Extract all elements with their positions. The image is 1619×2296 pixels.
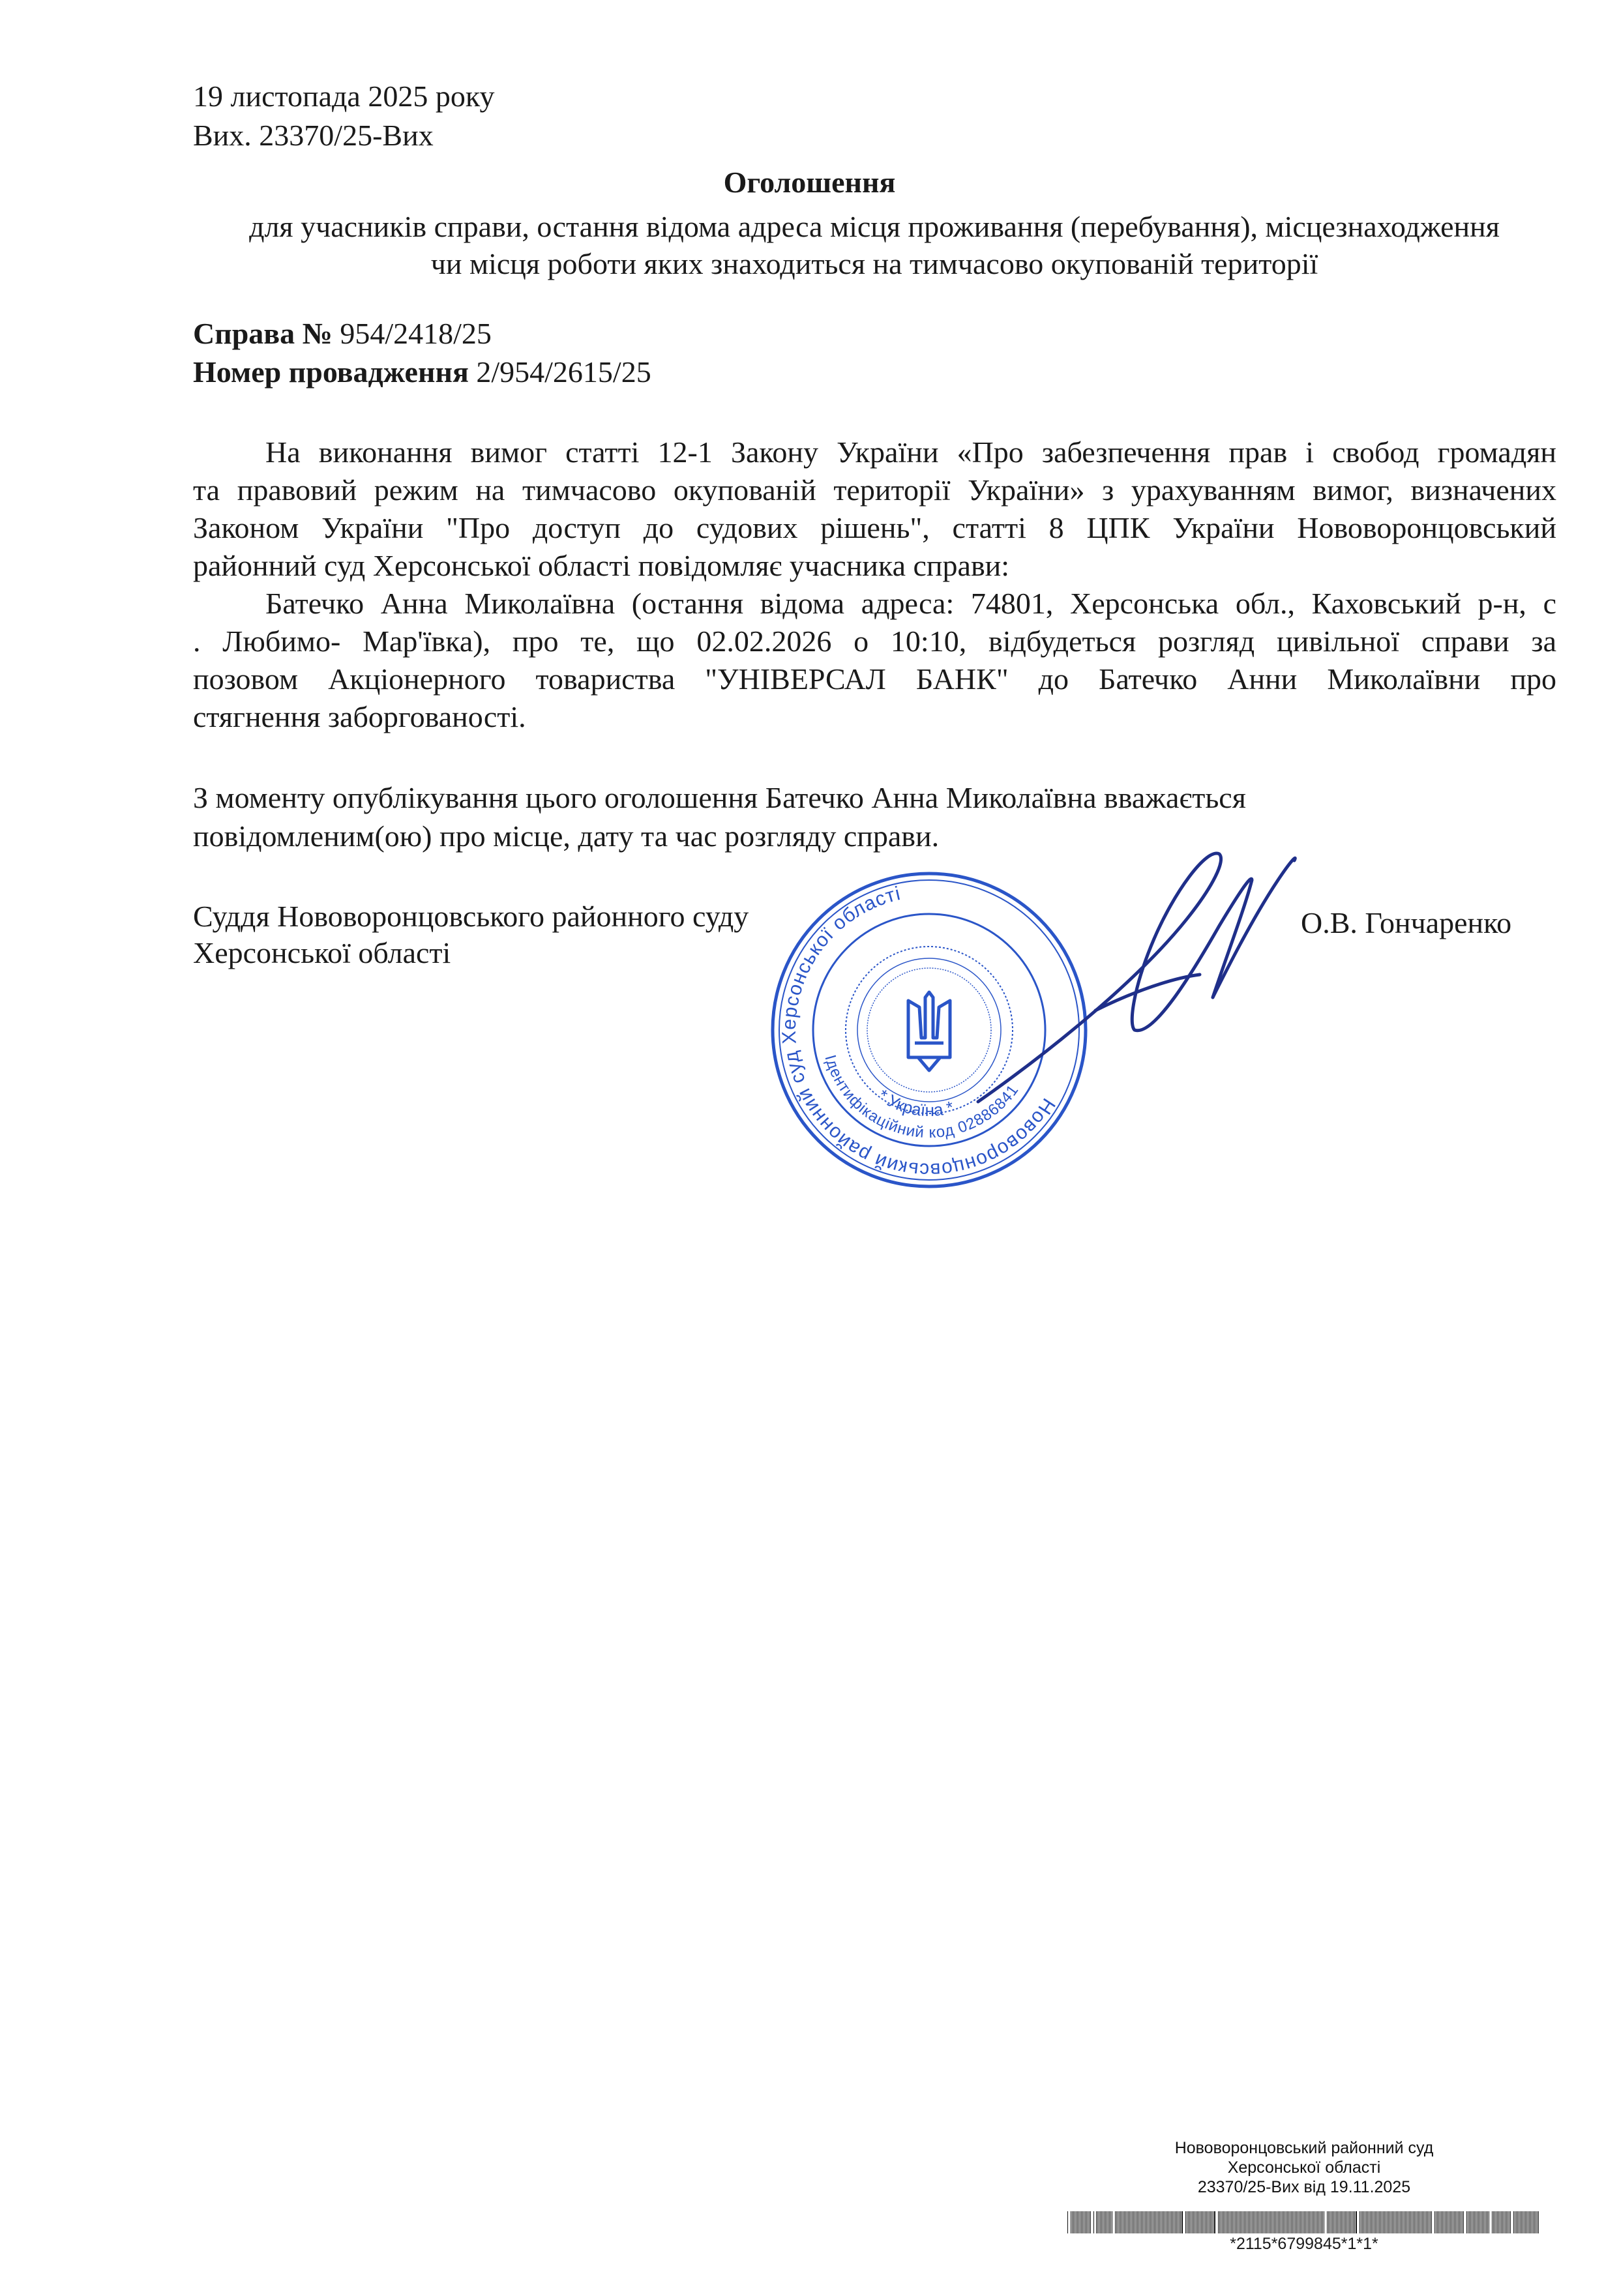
barcode-bar: [1414, 2211, 1415, 2233]
proceeding-number: 2/954/2615/25: [476, 355, 651, 389]
registry-region: Херсонської області: [1227, 2158, 1381, 2177]
barcode-bar: [1219, 2211, 1220, 2233]
barcode-bar: [1235, 2211, 1236, 2233]
body-p1-line2: та правовий режим на тимчасово окупованій території України» з урахуванням вимог, визначених: [193, 473, 1556, 507]
barcode-bar: [1206, 2211, 1207, 2233]
barcode-bar: [1478, 2211, 1479, 2233]
barcode-bar: [1362, 2211, 1363, 2233]
barcode-bar: [1462, 2211, 1463, 2233]
barcode-bar: [1304, 2211, 1305, 2233]
barcode-bar: [1232, 2211, 1233, 2233]
barcode-bar: [1413, 2211, 1414, 2233]
barcode-bar: [1517, 2211, 1518, 2233]
document-date: 19 листопада 2025 року: [193, 80, 495, 113]
barcode-bar: [1209, 2211, 1210, 2233]
barcode-bar: [1146, 2211, 1147, 2233]
barcode-bar: [1434, 2211, 1435, 2233]
barcode-bar: [1459, 2211, 1460, 2233]
barcode-bar: [1258, 2211, 1259, 2233]
barcode-bar: [1124, 2211, 1125, 2233]
barcode-bar: [1188, 2211, 1189, 2233]
barcode-bar: [1299, 2211, 1300, 2233]
proceeding-label: Номер провадження: [193, 355, 469, 389]
body-p3-line1: З моменту опублікування цього оголошення Батечко Анна Миколаївна вважається: [193, 781, 1246, 814]
barcode-bar: [1370, 2211, 1371, 2233]
barcode-bar: [1210, 2211, 1211, 2233]
barcode-bar: [1162, 2211, 1163, 2233]
registry-stamp: [1069, 2138, 1539, 2197]
barcode-bar: [1506, 2211, 1507, 2233]
body-p3-line2: повідомленим(ою) про місце, дату та час розгляду справи.: [193, 819, 940, 853]
barcode-bar: [1300, 2211, 1301, 2233]
barcode-bar: [1426, 2211, 1427, 2233]
barcode-bar: [1336, 2211, 1337, 2233]
barcode-bar: [1538, 2211, 1539, 2233]
barcode-bar: [1350, 2211, 1351, 2233]
judge-signature: [965, 841, 1304, 1115]
barcode-bar: [1389, 2211, 1390, 2233]
outgoing-number: Вих. 23370/25-Вих: [193, 119, 434, 152]
barcode-bar: [1530, 2211, 1531, 2233]
barcode-bar: [1110, 2211, 1111, 2233]
barcode-bar: [1417, 2211, 1418, 2233]
barcode-bar: [1366, 2211, 1367, 2233]
barcode-bar: [1371, 2211, 1372, 2233]
barcode-bar: [1473, 2211, 1474, 2233]
barcode-bar: [1327, 2211, 1328, 2233]
signature-position-line2: Херсонської області: [193, 936, 451, 969]
document-subtitle-line2: чи місця роботи яких знаходиться на тимчасово окупованій території: [430, 247, 1318, 280]
barcode-bar: [1516, 2211, 1517, 2233]
barcode-bar: [1109, 2211, 1110, 2233]
barcode-bar: [1419, 2211, 1420, 2233]
barcode-bar: [1438, 2211, 1439, 2233]
barcode-bar: [1275, 2211, 1276, 2233]
barcode-bar: [1418, 2211, 1419, 2233]
barcode-bar: [1115, 2211, 1116, 2233]
barcode-bar: [1497, 2211, 1498, 2233]
stamp-inner-text: Ідентифікаційний код 02886841: [821, 1053, 1022, 1142]
barcode-bar: [1510, 2211, 1511, 2233]
barcode-bar: [1244, 2211, 1245, 2233]
barcode-bar: [1279, 2211, 1280, 2233]
barcode-bar: [1502, 2211, 1503, 2233]
barcode-bar: [1167, 2211, 1168, 2233]
barcode-bar: [1529, 2211, 1530, 2233]
barcode-bar: [1446, 2211, 1447, 2233]
barcode-bar: [1096, 2211, 1097, 2233]
barcode-bar: [1291, 2211, 1292, 2233]
barcode-bar: [1312, 2211, 1313, 2233]
barcode-bar: [1313, 2211, 1314, 2233]
barcode-bar: [1363, 2211, 1364, 2233]
proceeding-number-line: [193, 354, 651, 390]
barcode-bar: [1409, 2211, 1410, 2233]
barcode-bar: [1525, 2211, 1526, 2233]
barcode-bar: [1086, 2211, 1087, 2233]
barcode-bar: [1261, 2211, 1262, 2233]
barcode-bar: [1393, 2211, 1394, 2233]
barcode-bar: [1487, 2211, 1488, 2233]
body-p1-line1: На виконання вимог статті 12-1 Закону України «Про забезпечення прав і свобод громадян: [265, 435, 1556, 469]
barcode-bar: [1274, 2211, 1275, 2233]
barcode-bar: [1222, 2211, 1223, 2233]
barcode-bar: [1097, 2211, 1098, 2233]
document-heading: Оголошення: [723, 166, 896, 199]
barcode-bar: [1463, 2211, 1464, 2233]
barcode-bar: [1431, 2211, 1432, 2233]
barcode-bar: [1296, 2211, 1297, 2233]
barcode-bar: [1333, 2211, 1334, 2233]
barcode-bar: [1125, 2211, 1126, 2233]
barcode-bar: [1081, 2211, 1082, 2233]
barcode-bar: [1451, 2211, 1452, 2233]
barcode-bar: [1078, 2211, 1079, 2233]
barcode-bar: [1288, 2211, 1289, 2233]
barcode-bar: [1249, 2211, 1250, 2233]
barcode-bar: [1340, 2211, 1341, 2233]
barcode-bar: [1192, 2211, 1193, 2233]
barcode-bar: [1332, 2211, 1333, 2233]
signature-position-line1: Суддя Нововоронцовського районного суду: [193, 900, 749, 933]
barcode-bar: [1155, 2211, 1156, 2233]
barcode-bar: [1388, 2211, 1389, 2233]
barcode-bar: [1474, 2211, 1475, 2233]
barcode-bar: [1354, 2211, 1355, 2233]
barcode-bar: [1501, 2211, 1502, 2233]
barcode-bar: [1072, 2211, 1073, 2233]
barcode-bar: [1397, 2211, 1398, 2233]
barcode-bar: [1163, 2211, 1164, 2233]
barcode-bar: [1470, 2211, 1471, 2233]
barcode-bar: [1145, 2211, 1146, 2233]
barcode-bar: [1223, 2211, 1224, 2233]
barcode-bar: [1121, 2211, 1122, 2233]
case-label: Справа №: [193, 317, 333, 350]
barcode-bar: [1317, 2211, 1318, 2233]
barcode-bar: [1341, 2211, 1342, 2233]
barcode-bar: [1176, 2211, 1177, 2233]
barcode-bar: [1387, 2211, 1388, 2233]
registry-court-name: Нововоронцовський районний суд: [1174, 2139, 1434, 2157]
barcode-bar: [1328, 2211, 1329, 2233]
barcode-bar: [1494, 2211, 1495, 2233]
barcode-bar: [1248, 2211, 1249, 2233]
barcode-bar: [1076, 2211, 1077, 2233]
stamp-bottom-text: * Україна *: [874, 1085, 956, 1120]
barcode-bar: [1159, 2211, 1160, 2233]
barcode-bar: [1265, 2211, 1266, 2233]
barcode-bar: [1175, 2211, 1176, 2233]
barcode-bar: [1180, 2211, 1181, 2233]
barcode-bar: [1168, 2211, 1169, 2233]
barcode-bar: [1450, 2211, 1451, 2233]
barcode-bar: [1266, 2211, 1267, 2233]
barcode-bar: [1089, 2211, 1090, 2233]
barcode-bar: [1329, 2211, 1330, 2233]
barcode-bar: [1141, 2211, 1142, 2233]
barcode-bar: [1445, 2211, 1446, 2233]
barcode-bar: [1198, 2211, 1199, 2233]
barcode-bar: [1437, 2211, 1438, 2233]
barcode-bar: [1077, 2211, 1078, 2233]
barcode-bar: [1349, 2211, 1350, 2233]
barcode-bar: [1240, 2211, 1241, 2233]
barcode-bar: [1211, 2211, 1212, 2233]
barcode-bar: [1257, 2211, 1258, 2233]
barcode-bar: [1090, 2211, 1091, 2233]
barcode-bar: [1104, 2211, 1105, 2233]
barcode-bar: [1337, 2211, 1338, 2233]
barcode-bar: [1486, 2211, 1487, 2233]
barcode-bar: [1116, 2211, 1117, 2233]
barcode-bar: [1526, 2211, 1527, 2233]
barcode-bar: [1142, 2211, 1143, 2233]
barcode-bar: [1295, 2211, 1296, 2233]
barcode-bar: [1239, 2211, 1240, 2233]
barcode-bar: [1359, 2211, 1360, 2233]
barcode-bar: [1466, 2211, 1467, 2233]
barcode-bar: [1197, 2211, 1198, 2233]
body-p2-line4: стягнення заборгованості.: [193, 700, 526, 733]
barcode-bar: [1282, 2211, 1283, 2233]
barcode-bar: [1119, 2211, 1120, 2233]
barcode-bar: [1082, 2211, 1083, 2233]
barcode-bar: [1149, 2211, 1150, 2233]
body-p1-line3: Законом України "Про доступ до судових рішень", статті 8 ЦПК України Нововоронцовський: [193, 511, 1556, 544]
barcode-bar: [1271, 2211, 1272, 2233]
barcode-bar: [1179, 2211, 1180, 2233]
barcode-bar: [1493, 2211, 1494, 2233]
barcode-bar: [1521, 2211, 1522, 2233]
barcode-bar: [1379, 2211, 1380, 2233]
barcode-bar: [1458, 2211, 1459, 2233]
barcode-bar: [1301, 2211, 1302, 2233]
barcode-bar: [1321, 2211, 1322, 2233]
barcode-bar: [1427, 2211, 1428, 2233]
barcode-bar: [1067, 2211, 1068, 2233]
barcode-bar: [1236, 2211, 1237, 2233]
barcode-bar: [1308, 2211, 1309, 2233]
barcode-bar: [1283, 2211, 1284, 2233]
barcode-bar: [1214, 2211, 1215, 2233]
barcode-bar: [1262, 2211, 1263, 2233]
barcode-bar: [1383, 2211, 1384, 2233]
barcode-bar: [1193, 2211, 1194, 2233]
barcode-bar: [1205, 2211, 1206, 2233]
judge-name: О.В. Гончаренко: [1301, 906, 1512, 939]
barcode-bar: [1201, 2211, 1202, 2233]
barcode-bar: [1441, 2211, 1442, 2233]
barcode-bar: [1305, 2211, 1306, 2233]
barcode-bar: [1384, 2211, 1385, 2233]
barcode-bar: [1138, 2211, 1139, 2233]
barcode-bar: [1483, 2211, 1484, 2233]
barcode-bar: [1505, 2211, 1506, 2233]
barcode-bar: [1150, 2211, 1151, 2233]
barcode-bar: [1133, 2211, 1134, 2233]
barcode: [1066, 2211, 1542, 2233]
barcode-bar: [1498, 2211, 1499, 2233]
barcode-bar: [1128, 2211, 1129, 2233]
barcode-bar: [1292, 2211, 1293, 2233]
barcode-bar: [1380, 2211, 1381, 2233]
barcode-bar: [1105, 2211, 1106, 2233]
barcode-bar: [1410, 2211, 1411, 2233]
barcode-bar: [1158, 2211, 1159, 2233]
barcode-bar: [1073, 2211, 1074, 2233]
case-number: 954/2418/25: [340, 317, 492, 350]
barcode-bar: [1423, 2211, 1424, 2233]
barcode-bar: [1522, 2211, 1523, 2233]
barcode-bar: [1482, 2211, 1483, 2233]
barcode-bar: [1309, 2211, 1310, 2233]
barcode-bar: [1353, 2211, 1354, 2233]
barcode-bar: [1513, 2211, 1514, 2233]
body-p2-line3: позовом Акціонерного товариства "УНІВЕРСАЛ БАНК" до Батечко Анни Миколаївни про: [193, 662, 1556, 696]
barcode-bar: [1085, 2211, 1086, 2233]
barcode-bar: [1129, 2211, 1130, 2233]
body-p1-line4: районний суд Херсонської області повідомляє учасника справи:: [193, 549, 1010, 582]
barcode-bar: [1533, 2211, 1534, 2233]
barcode-bar: [1270, 2211, 1271, 2233]
barcode-bar: [1479, 2211, 1480, 2233]
barcode-bar: [1287, 2211, 1288, 2233]
barcode-bar: [1346, 2211, 1347, 2233]
barcode-bar: [1100, 2211, 1101, 2233]
barcode-bar: [1252, 2211, 1253, 2233]
barcode-text: *2115*6799845*1*1*: [1230, 2235, 1378, 2253]
barcode-bar: [1278, 2211, 1279, 2233]
barcode-bar: [1171, 2211, 1172, 2233]
barcode-bar: [1422, 2211, 1423, 2233]
barcode-bar: [1376, 2211, 1377, 2233]
document-subtitle-line1: для учасників справи, остання відома адреса місця проживання (перебування), місцезнаходження: [249, 210, 1500, 243]
barcode-bar: [1469, 2211, 1470, 2233]
barcode-bar: [1454, 2211, 1455, 2233]
barcode-bar: [1189, 2211, 1190, 2233]
barcode-bar: [1245, 2211, 1246, 2233]
barcode-bar: [1455, 2211, 1456, 2233]
barcode-bar: [1442, 2211, 1443, 2233]
stamp-outer-text: Нововоронцовський районний суд Херсонської області: [778, 882, 1060, 1181]
barcode-bar: [1534, 2211, 1535, 2233]
barcode-bar: [1269, 2211, 1270, 2233]
barcode-bar: [1185, 2211, 1186, 2233]
barcode-bar: [1172, 2211, 1173, 2233]
barcode-bar: [1151, 2211, 1152, 2233]
barcode-bar: [1120, 2211, 1121, 2233]
barcode-bar: [1137, 2211, 1138, 2233]
barcode-bar: [1401, 2211, 1402, 2233]
barcode-bar: [1132, 2211, 1133, 2233]
barcode-bar: [1392, 2211, 1393, 2233]
barcode-bar: [1520, 2211, 1521, 2233]
barcode-bar: [1218, 2211, 1219, 2233]
body-p2-line2: . Любимо- Мар'ївка), про те, що 02.02.2026 о 10:10, відбудеться розгляд цивільної справи за: [193, 625, 1556, 658]
barcode-bar: [1181, 2211, 1183, 2233]
barcode-bar: [1345, 2211, 1346, 2233]
barcode-bar: [1400, 2211, 1401, 2233]
barcode-bar: [1202, 2211, 1203, 2233]
barcode-bar: [1430, 2211, 1431, 2233]
barcode-bar: [1322, 2211, 1323, 2233]
barcode-bar: [1375, 2211, 1376, 2233]
barcode-bar: [1227, 2211, 1228, 2233]
registry-number: 23370/25-Вих від 19.11.2025: [1197, 2178, 1411, 2196]
barcode-bar: [1101, 2211, 1102, 2233]
barcode-bar: [1367, 2211, 1368, 2233]
barcode-bar: [1228, 2211, 1229, 2233]
barcode-bar: [1396, 2211, 1397, 2233]
barcode-bar: [1253, 2211, 1254, 2233]
barcode-bar: [1492, 2211, 1493, 2233]
barcode-bar: [1405, 2211, 1406, 2233]
barcode-bar: [1241, 2211, 1242, 2233]
barcode-bar: [1406, 2211, 1407, 2233]
trident-icon: [908, 992, 950, 1070]
barcode-bar: [1356, 2211, 1357, 2233]
barcode-bar: [1154, 2211, 1155, 2233]
barcode-bar: [1477, 2211, 1478, 2233]
body-p2-line1: Батечко Анна Миколаївна (остання відома адреса: 74801, Херсонська обл., Каховський р-н, с: [265, 587, 1556, 620]
case-number-line: [193, 316, 492, 352]
barcode-bar: [1318, 2211, 1319, 2233]
barcode-bar: [1093, 2211, 1094, 2233]
barcode-bar: [1231, 2211, 1232, 2233]
